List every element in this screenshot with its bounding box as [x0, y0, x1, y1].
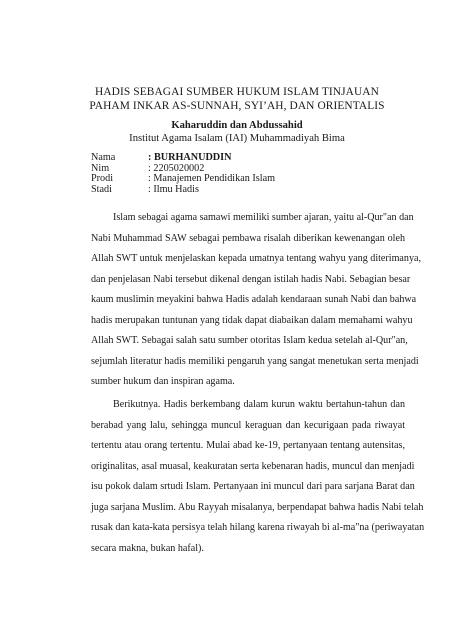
student-info-value: : BURHANUDDIN	[148, 152, 232, 163]
student-info-label: Prodi	[91, 173, 114, 184]
paragraph-line: secara makna, bukan hafal).	[91, 542, 204, 554]
paragraph-line: Allah SWT. Sebagai salah satu sumber otoritas Islam kedua setelah al-Qur"an,	[91, 335, 408, 346]
paragraph-line: Berikutnya. Hadis berkembang dalam kurun waktu bertahun-tahun dan	[113, 399, 405, 410]
paragraph-line: tertentu atau orang tertentu. Mulai abad ke-19, pertanyaan tentang autensitas,	[91, 440, 405, 451]
paragraph-line: sejumlah literatur hadis memiliki pengaruh yang sangat menetukan serta menjadi	[91, 355, 419, 367]
paragraph-line: originalitas, asal muasal, keakuratan serta kebenaran hadis, muncul dan menjadi	[91, 460, 415, 472]
paragraph-2	[91, 395, 425, 559]
paragraph-line: juga sarjana Muslim. Abu Rayyah misalanya, berpendapat bahwa hadis Nabi telah	[91, 501, 424, 513]
student-info	[91, 153, 275, 195]
paragraph-line: kaum muslimin meyakini bahwa Hadis adalah kendaraan sunah Nabi dan bahwa	[91, 294, 417, 305]
paragraph-line: Islam sebagai agama samawi memiliki sumber ajaran, yaitu al-Qur"an dan	[113, 212, 414, 223]
document-title	[60, 85, 414, 113]
paragraph-line: Allah SWT untuk menjelaskan kepada umatnya tentang wahyu yang diterimanya,	[91, 253, 422, 264]
title-line-2: PAHAM INKAR AS-SUNNAH, SYI’AH, DAN ORIENTALIS	[89, 100, 385, 112]
paragraph-line: isu pokok dalam srtudi Islam. Pertanyaan ini muncul dari para sarjana Barat dan	[91, 481, 415, 492]
student-info-label: Stadi	[91, 183, 112, 195]
student-info-value: : Manajemen Pendidikan Islam	[148, 173, 276, 184]
student-info-label: Nim	[91, 162, 110, 174]
student-info-row-name	[91, 153, 275, 164]
paragraph-line: Nabi Muhammad SAW sebagai pembawa risalah diberikan kewenangan oleh	[91, 232, 405, 244]
paragraph-line: rusak dan kata-kata persisya telah hilang karena riwayah bi al-ma"na (periwayatan	[91, 522, 425, 533]
paragraph-1	[91, 208, 422, 393]
student-info-value: : 2205020002	[148, 162, 205, 174]
authors: Kaharuddin dan Abdussahid	[171, 120, 303, 131]
paragraph-line: berabad yang lalu, sehingga muncul keraguan dan kecurigaan pada riwayat	[91, 419, 405, 431]
student-info-label: Nama	[91, 152, 116, 163]
paragraph-line: hadis merupakan tuntunan yang tidak dapat diabaikan dalam memahami wahyu	[91, 314, 413, 326]
student-info-row-prodi	[91, 174, 275, 185]
student-info-row-stadi	[91, 185, 275, 196]
paragraph-line: dan penjelasan Nabi tersebut dikenal dengan istilah hadis Nabi. Sebagian besar	[91, 273, 411, 285]
institute: Institut Agama Isalam (IAI) Muhammadiyah Bima	[129, 133, 345, 144]
student-info-value: : Ilmu Hadis	[148, 183, 199, 195]
title-line-1: HADIS SEBAGAI SUMBER HUKUM ISLAM TINJAUAN	[95, 86, 379, 98]
paragraph-line: sumber hukum dan inspiran agama.	[91, 376, 235, 387]
